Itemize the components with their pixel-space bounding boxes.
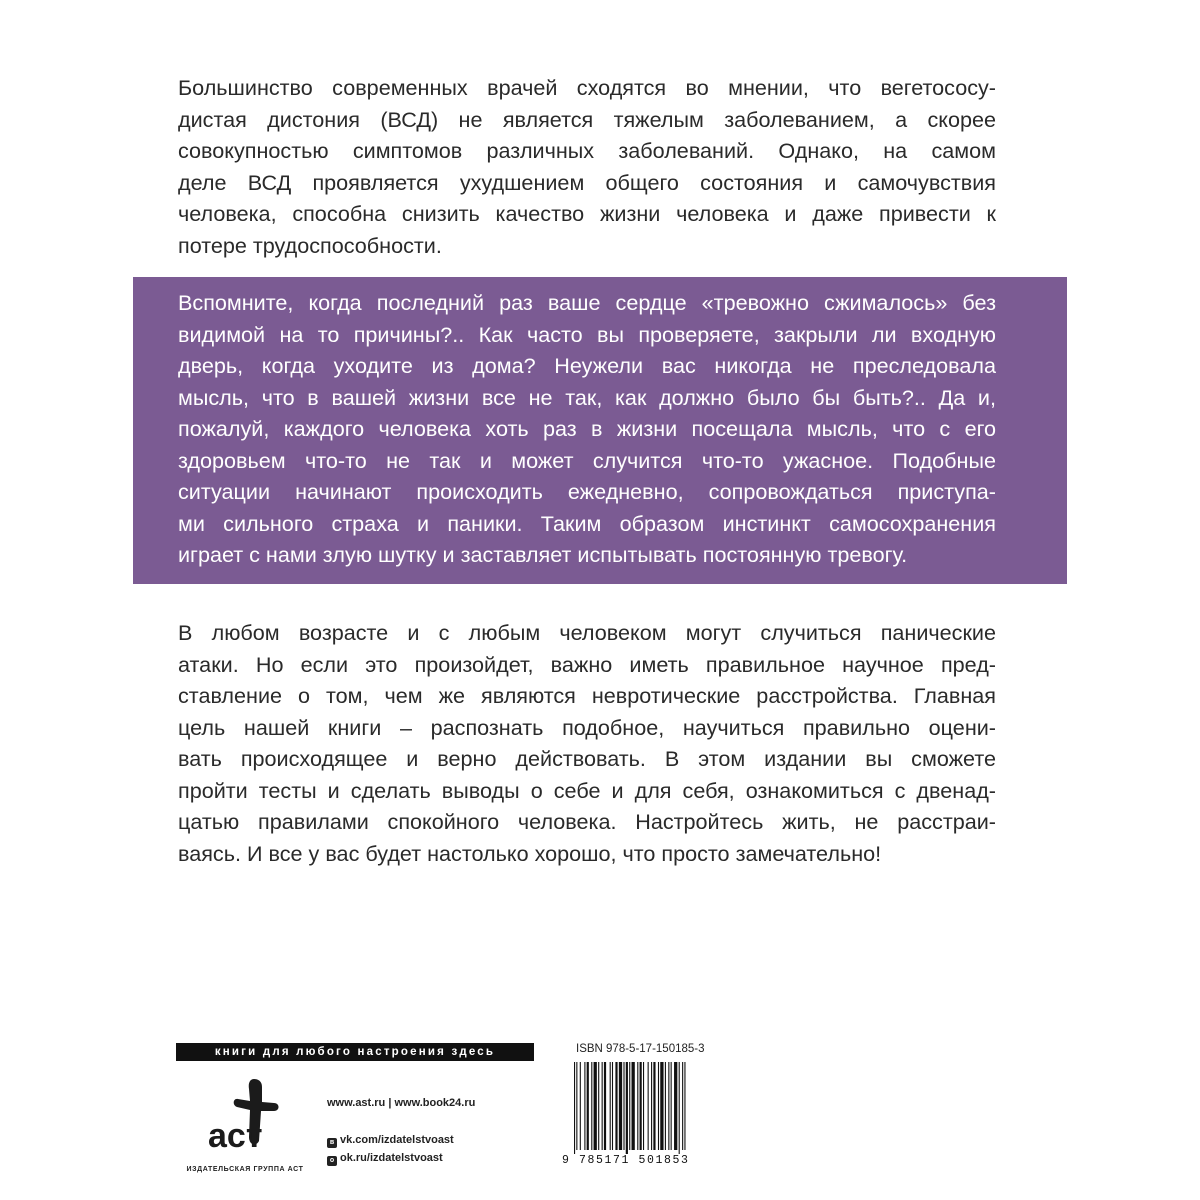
text-line: дверь, когда уходите из дома? Неужели вас никогда не преследовала bbox=[178, 353, 996, 378]
barcode-bar bbox=[643, 1062, 644, 1150]
text-line: деле ВСД проявляется ухудшением общего состояния и самочувствия bbox=[178, 169, 996, 195]
barcode-bar bbox=[653, 1062, 655, 1150]
text-line: атаки. Но если это произойдет, важно иметь правильное научное пред- bbox=[178, 651, 996, 677]
text-line: Большинство современных врачей сходятся во мнении, что вегетососу- bbox=[178, 75, 996, 100]
text-line: здоровьем что-то не так и может случится что-то ужасное. Подобные bbox=[178, 447, 996, 473]
barcode-bar bbox=[648, 1062, 649, 1150]
logo-caption: ИЗДАТЕЛЬСКАЯ ГРУППА АСТ bbox=[186, 1166, 304, 1173]
barcode-bar bbox=[580, 1062, 581, 1150]
text-line: цатью правилами спокойного человека. Настройтесь жить, не расстраи- bbox=[178, 809, 996, 834]
text-line: потере трудоспособности. bbox=[178, 232, 442, 258]
barcode-bar bbox=[665, 1062, 666, 1150]
tagline-banner: книги для любого настроения здесь bbox=[176, 1043, 534, 1061]
barcode-bar bbox=[660, 1062, 663, 1150]
barcode-bar bbox=[682, 1062, 683, 1150]
text-line: В любом возрасте и с любым человеком могут случиться панические bbox=[178, 620, 996, 645]
text-line: ситуации начинают происходить ежедневно, сопровождаться приступа- bbox=[178, 479, 996, 504]
barcode-bar bbox=[576, 1062, 577, 1150]
ok-icon: о bbox=[327, 1156, 337, 1166]
barcode-bar bbox=[632, 1062, 635, 1150]
text-line: Вспомните, когда последний раз ваше сердце «тревожно сжималось» без bbox=[178, 290, 996, 315]
barcode-bar bbox=[623, 1062, 624, 1150]
barcode-bar bbox=[591, 1062, 592, 1150]
barcode-bar bbox=[671, 1062, 672, 1150]
text-line: человека, способна снизить качество жизни человека и даже привести к bbox=[178, 201, 996, 226]
text-line: ми сильного страха и паники. Таким образом инстинкт самосохранения bbox=[178, 510, 996, 536]
barcode-bar bbox=[674, 1062, 677, 1150]
barcode-bar bbox=[651, 1062, 652, 1150]
barcode-bar bbox=[604, 1062, 606, 1150]
ok-link[interactable]: о ok.ru/izdatelstvoast bbox=[327, 1152, 443, 1166]
ast-logo bbox=[206, 1075, 286, 1157]
barcode-bar bbox=[619, 1062, 622, 1150]
barcode-bar bbox=[602, 1062, 603, 1150]
barcode-bar bbox=[684, 1062, 685, 1150]
text-line: играет с нами злую шутку и заставляет испытывать постоянную тревогу. bbox=[178, 542, 908, 567]
logo-text: аст bbox=[208, 1117, 263, 1155]
barcode-bar bbox=[679, 1062, 680, 1154]
barcode-bar bbox=[658, 1062, 659, 1150]
barcode-bar bbox=[587, 1062, 589, 1150]
barcode-bar bbox=[668, 1062, 669, 1150]
text-line: ставление о том, чем же являются невротические расстройства. Главная bbox=[178, 683, 996, 708]
text-line: вать происходящее и верно действовать. В этом издании вы сможете bbox=[178, 746, 996, 771]
barcode-bar bbox=[626, 1062, 628, 1154]
intro-paragraph bbox=[178, 72, 996, 261]
text-line: цель нашей книги – распознать подобное, научиться правильно оцени- bbox=[178, 714, 996, 740]
text-line: видимой на то причины?.. Как часто вы проверяете, закрыли ли входную bbox=[178, 321, 996, 347]
barcode-bar bbox=[612, 1062, 613, 1150]
barcode-bar bbox=[615, 1062, 617, 1150]
text-line: дистая дистония (ВСД) не является тяжелым заболеванием, а скорее bbox=[178, 106, 996, 132]
barcode-bar bbox=[594, 1062, 597, 1150]
site-links[interactable]: www.ast.ru | www.book24.ru bbox=[327, 1097, 476, 1109]
isbn-label: ISBN 978-5-17-150185-3 bbox=[576, 1043, 705, 1055]
text-line: мысль, что в вашей жизни все не так, как должно было бы быть?.. Да и, bbox=[178, 384, 996, 410]
barcode-bar bbox=[598, 1062, 599, 1150]
vk-link[interactable]: в vk.com/izdatelstvoast bbox=[327, 1134, 454, 1148]
vk-icon: в bbox=[327, 1138, 337, 1148]
barcode-bar bbox=[640, 1062, 642, 1150]
barcode-bar bbox=[584, 1062, 585, 1150]
barcode-digits: 9 785171 501853 bbox=[562, 1154, 690, 1167]
barcode bbox=[572, 1062, 728, 1154]
barcode-bar bbox=[574, 1062, 575, 1154]
barcode-bar bbox=[637, 1062, 638, 1150]
closing-paragraph bbox=[178, 617, 996, 869]
barcode-bar bbox=[610, 1062, 611, 1150]
highlight-paragraph bbox=[178, 287, 996, 571]
text-line: ваясь. И все у вас будет настолько хорошо, что просто замечательно! bbox=[178, 840, 882, 866]
barcode-bar bbox=[629, 1062, 630, 1150]
text-line: совокупностью симптомов различных заболеваний. Однако, на самом bbox=[178, 138, 996, 163]
text-line: пожалуй, каждого человека хоть раз в жизни посещала мысль, что с его bbox=[178, 416, 996, 441]
text-line: пройти тесты и сделать выводы о себе и для себя, ознакомиться с двенад- bbox=[178, 777, 996, 803]
